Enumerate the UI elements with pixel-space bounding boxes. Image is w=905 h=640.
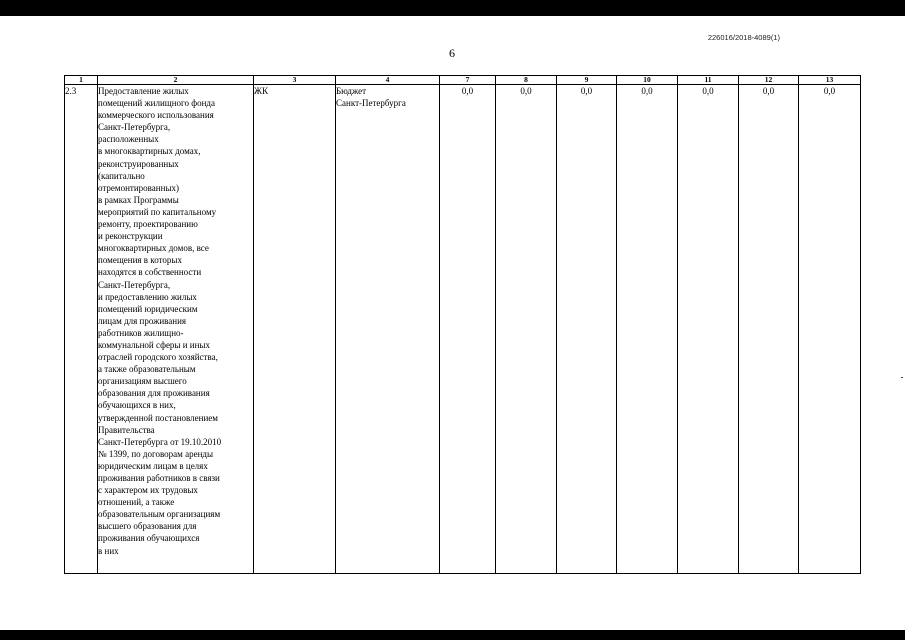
description-line: и реконструкции — [98, 231, 163, 242]
description-line: лицам для проживания — [98, 315, 187, 326]
column-header: 1 — [65, 76, 98, 85]
value-cell: 0,0 — [799, 85, 861, 574]
scan-speck — [901, 377, 903, 378]
description-line: коммерческого использования — [98, 110, 214, 121]
column-header: 13 — [799, 76, 861, 85]
row-code: ЖК — [254, 85, 336, 574]
column-header: 12 — [739, 76, 799, 85]
description-line: Предоставление жилых — [98, 86, 189, 96]
description-line: Правительства — [98, 424, 155, 435]
description-line: работников жилищно- — [98, 327, 184, 338]
description-line: Санкт-Петербурга, — [98, 122, 171, 133]
row-description — [98, 85, 254, 574]
description-line: проживания обучающихся — [98, 533, 200, 544]
value-cell: 0,0 — [678, 85, 739, 574]
budget-table — [64, 75, 861, 574]
column-header: 7 — [440, 76, 496, 85]
funding-source-line: Санкт-Петербурга — [336, 98, 406, 109]
column-header: 2 — [98, 76, 254, 85]
description-line: организациям высшего — [98, 376, 187, 387]
funding-source-line: Бюджет — [336, 86, 367, 96]
description-line: мероприятий по капитальному — [98, 206, 217, 217]
description-line: образовательным организациям — [98, 509, 221, 520]
description-line: проживания работников в связи — [98, 473, 220, 483]
description-line: в них — [98, 545, 119, 556]
description-line: помещения в которых — [98, 255, 182, 266]
description-line: многоквартирных домов, все — [98, 243, 209, 254]
description-line: реконструированных — [98, 158, 179, 169]
column-header: 8 — [496, 76, 557, 85]
scan-top-border — [0, 0, 905, 16]
column-header: 4 — [336, 76, 440, 85]
description-line: обучающихся в них, — [98, 400, 176, 411]
description-line: отношений, а также — [98, 497, 175, 508]
value-cell: 0,0 — [440, 85, 496, 574]
description-line: коммунальной сферы и иных — [98, 339, 210, 350]
description-line: и предоставлению жилых — [98, 291, 197, 302]
description-line: находятся в собственности — [98, 267, 202, 278]
table-row — [65, 85, 861, 574]
description-line: высшего образования для — [98, 521, 197, 532]
row-funding-source — [336, 85, 440, 574]
description-line: утвержденной постановлением — [98, 412, 218, 423]
description-line: юридическим лицам в целях — [98, 460, 208, 471]
description-line: в многоквартирных домах, — [98, 146, 201, 157]
scan-bottom-border — [0, 630, 905, 640]
description-line: расположенных — [98, 134, 159, 145]
value-cell: 0,0 — [557, 85, 617, 574]
description-line: а также образовательным — [98, 364, 196, 375]
value-cell: 0,0 — [617, 85, 678, 574]
description-line: отремонтированных) — [98, 182, 179, 193]
document-id: 226016/2018-4089(1) — [707, 33, 780, 42]
value-cell: 0,0 — [496, 85, 557, 574]
description-line: помещений жилищного фонда — [98, 98, 215, 109]
description-line: помещений юридическим — [98, 303, 198, 314]
column-header: 11 — [678, 76, 739, 85]
column-number-row — [65, 76, 861, 85]
description-line: Санкт-Петербурга от 19.10.2010 — [98, 436, 222, 447]
description-line: Санкт-Петербурга, — [98, 279, 171, 290]
column-header: 10 — [617, 76, 678, 85]
description-line: образования для проживания — [98, 388, 210, 399]
value-cell: 0,0 — [739, 85, 799, 574]
description-line: в рамках Программы — [98, 194, 179, 205]
column-header: 9 — [557, 76, 617, 85]
description-line: (капитально — [98, 170, 145, 181]
description-line: с характером их трудовых — [98, 485, 198, 496]
row-number: 2.3 — [65, 85, 98, 574]
column-header: 3 — [254, 76, 336, 85]
description-line: отраслей городского хозяйства, — [98, 352, 218, 363]
page-number: 6 — [449, 46, 455, 60]
description-line: ремонту, проектированию — [98, 219, 198, 230]
description-line: № 1399, по договорам аренды — [98, 448, 214, 459]
